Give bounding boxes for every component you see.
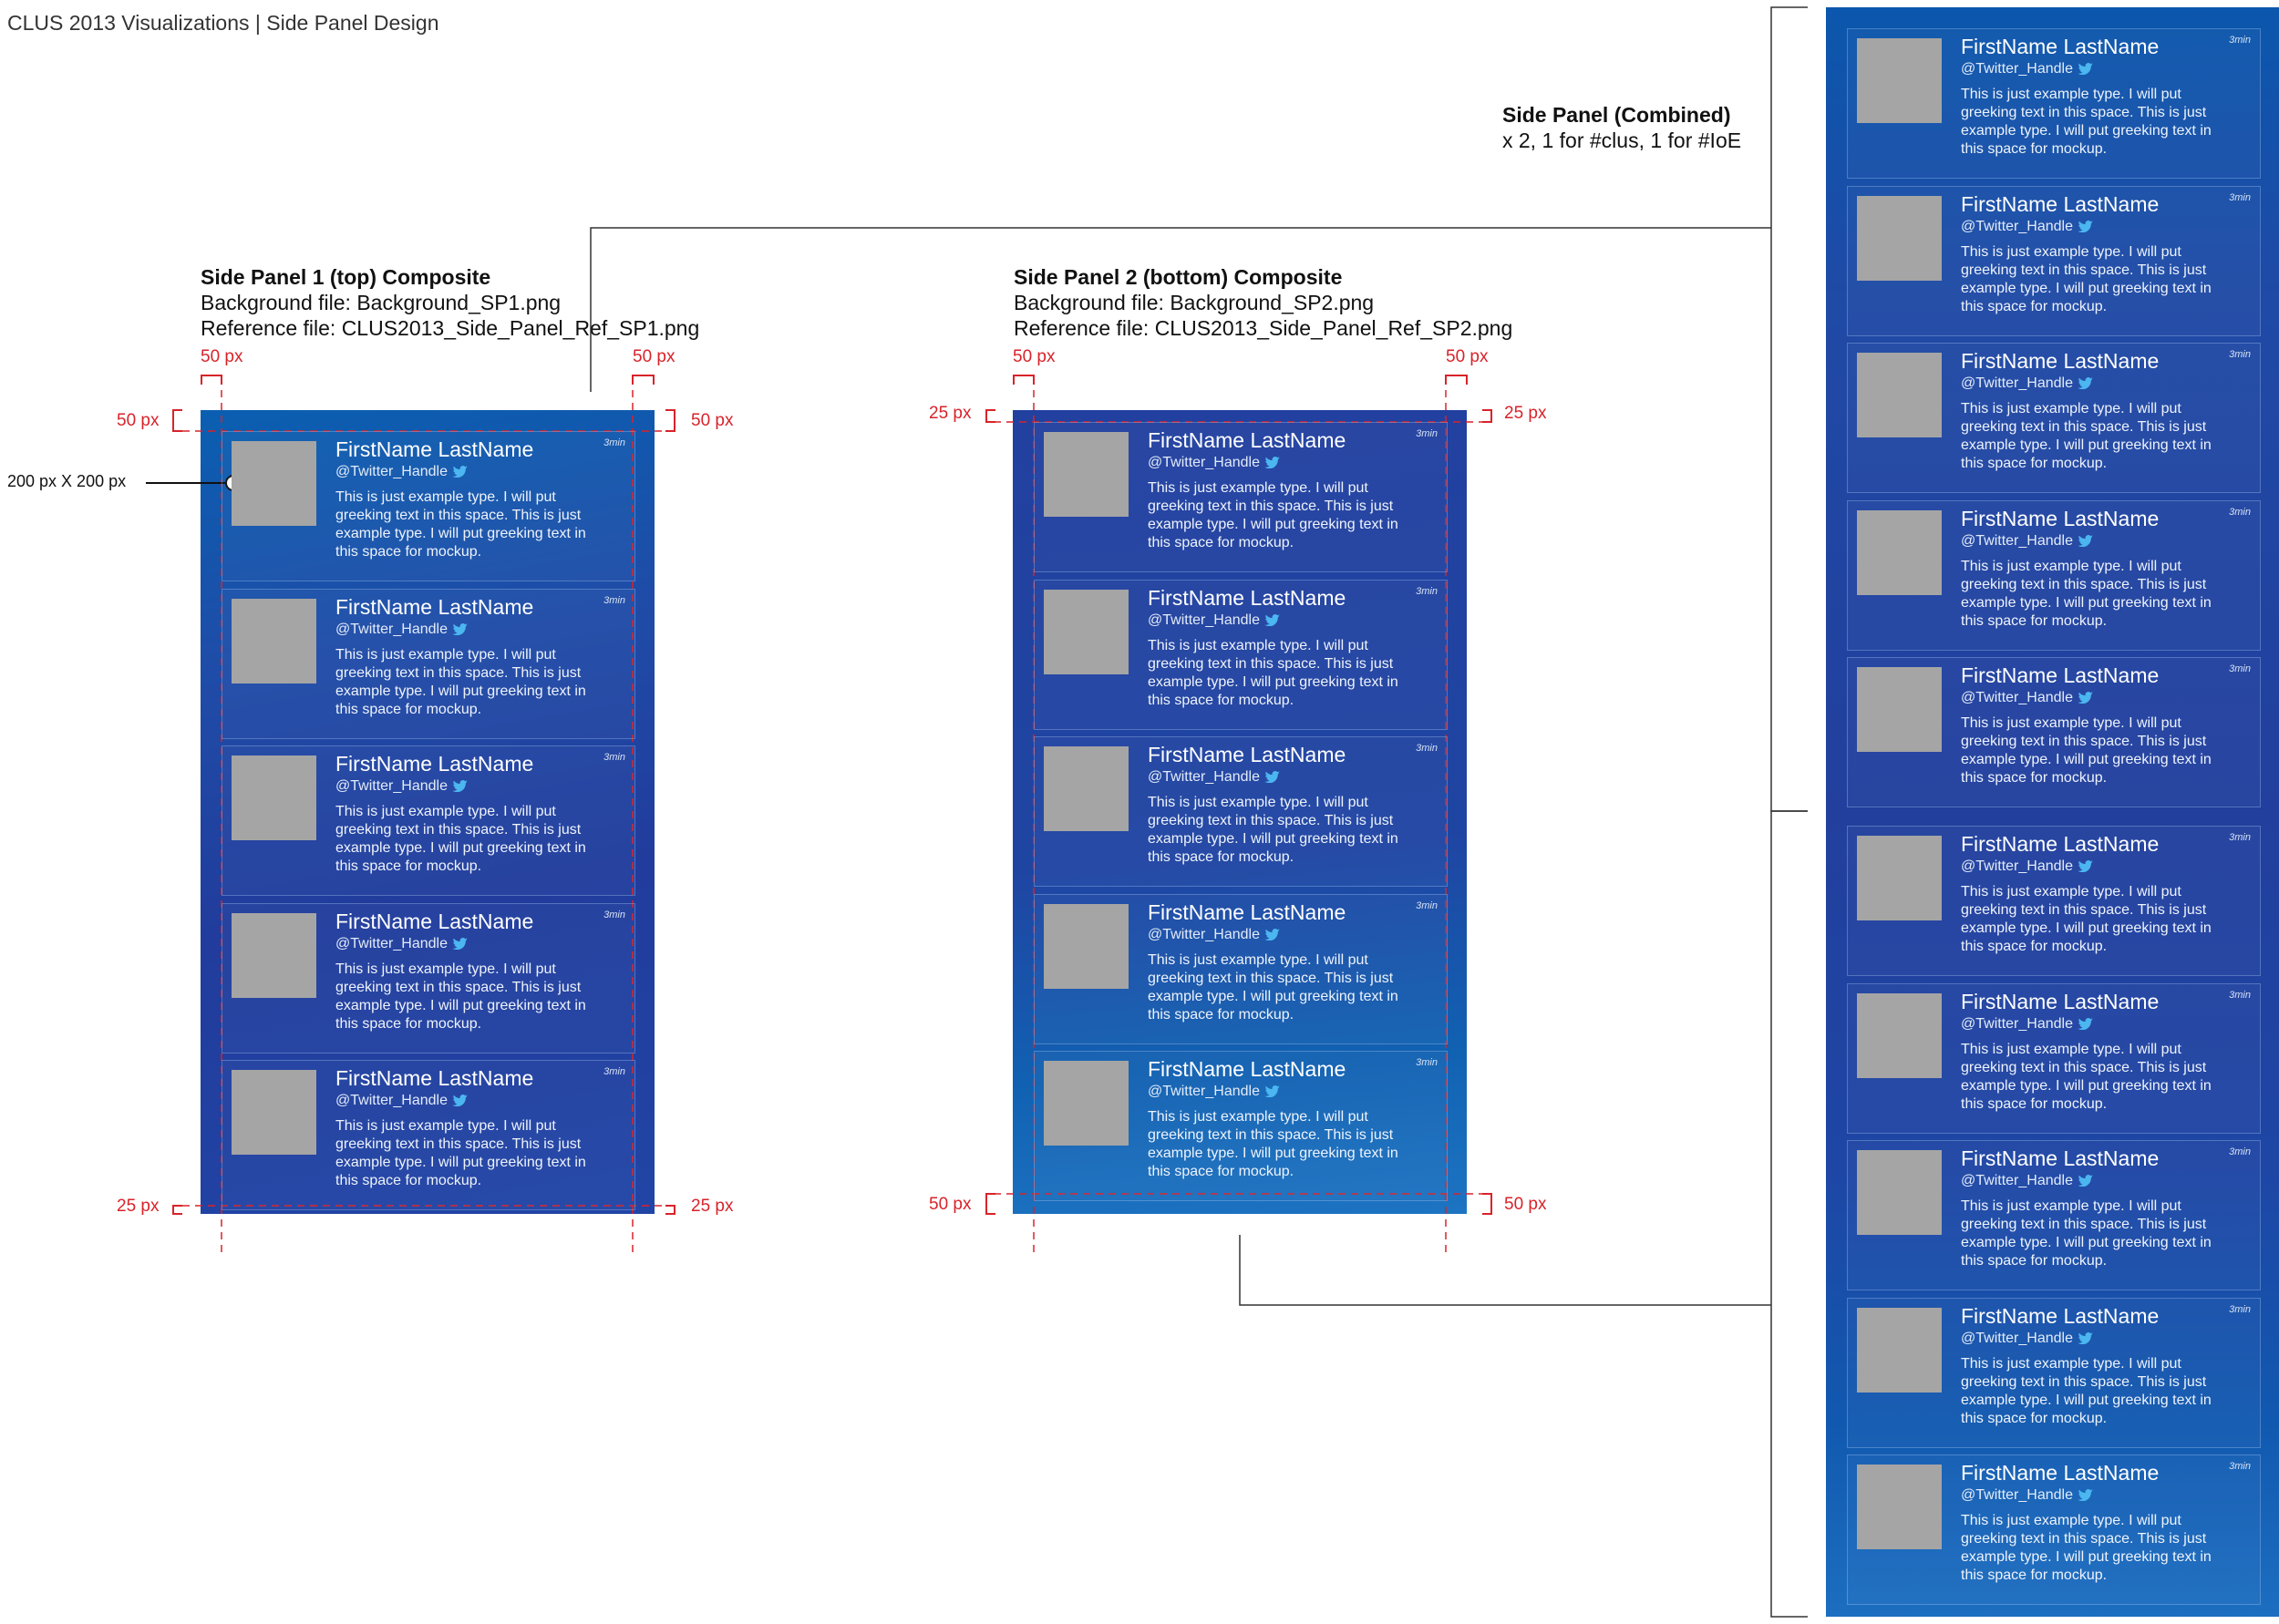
sp2-margin-left-label: 50 px <box>1013 347 1056 366</box>
tweet-handle-text: @Twitter_Handle <box>335 621 448 637</box>
combined-note: x 2, 1 for #clus, 1 for #IoE <box>1502 128 1742 152</box>
avatar <box>1857 38 1942 123</box>
avatar <box>1857 1465 1942 1549</box>
tweet-author-name: FirstName LastName <box>1148 899 1346 924</box>
tweet-card <box>222 589 635 739</box>
twitter-bird-icon <box>452 1095 469 1106</box>
tweet-text: This is just example type. I will put greeking text in this space. This is just example type. I will put greeking text in this space for mockup. <box>1961 1198 2212 1269</box>
tweet-text: This is just example type. I will put greeking text in this space. This is just example type. I will put greeking text in this space for mockup. <box>1961 1355 2212 1426</box>
avatar <box>1044 590 1129 674</box>
avatar <box>1857 196 1942 281</box>
tweet-handle-text: @Twitter_Handle <box>1148 455 1260 470</box>
tweet-time: 3min <box>603 594 625 606</box>
avatar <box>232 755 316 840</box>
tweet-handle-text: @Twitter_Handle <box>1148 926 1260 942</box>
tweet-handle <box>1961 61 2094 77</box>
twitter-bird-icon <box>1264 614 1281 626</box>
tweet-card <box>1847 983 2261 1134</box>
tweet-text: This is just example type. I will put greeking text in this space. This is just example type. I will put greeking text in this space for mockup. <box>335 489 586 560</box>
twitter-bird-icon <box>1264 771 1281 783</box>
tweet-text: This is just example type. I will put greeking text in this space. This is just example type. I will put greeking text in this space for mockup. <box>335 1118 586 1188</box>
tweet-handle-text: @Twitter_Handle <box>1961 690 2073 705</box>
tweet-author-name: FirstName LastName <box>1148 428 1346 452</box>
twitter-bird-icon <box>2078 377 2094 389</box>
tweet-author-name: FirstName LastName <box>1148 1057 1346 1081</box>
combined-title: Side Panel (Combined) <box>1502 103 1731 127</box>
tweet-handle <box>335 936 469 952</box>
page-title: CLUS 2013 Visualizations | Side Panel Design <box>7 11 439 35</box>
twitter-bird-icon <box>2078 1018 2094 1030</box>
tweet-author-name: FirstName LastName <box>335 1066 534 1090</box>
sp1-margin-right-label: 50 px <box>633 347 675 366</box>
sp1-margin-top-label-left: 50 px <box>117 411 160 430</box>
tweet-time: 3min <box>1416 899 1438 911</box>
tweet-card <box>1034 894 1448 1044</box>
avatar <box>1857 667 1942 752</box>
twitter-bird-icon <box>1264 929 1281 940</box>
tweet-handle <box>1961 375 2094 392</box>
tweet-time: 3min <box>2229 1146 2251 1157</box>
sp1-margin-top-label-right: 50 px <box>691 411 734 430</box>
tweet-card <box>1847 28 2261 179</box>
tweet-handle-text: @Twitter_Handle <box>335 1093 448 1108</box>
tweet-time: 3min <box>2229 832 2251 843</box>
tweet-time: 3min <box>1416 1057 1438 1068</box>
tweet-card <box>1034 422 1448 572</box>
tweet-handle <box>335 622 469 638</box>
tweet-card <box>1847 657 2261 807</box>
tweet-text: This is just example type. I will put greeking text in this space. This is just example type. I will put greeking text in this space for mockup. <box>1148 951 1398 1023</box>
tweet-handle <box>1961 1016 2094 1033</box>
tweet-time: 3min <box>603 1066 625 1077</box>
tweet-handle <box>1148 455 1281 471</box>
avatar <box>1857 993 1942 1078</box>
twitter-bird-icon <box>2078 1175 2094 1187</box>
avatar <box>1857 1150 1942 1235</box>
tweet-handle <box>1148 769 1281 786</box>
tweet-text: This is just example type. I will put greeking text in this space. This is just example type. I will put greeking text in this space for mockup. <box>1148 1109 1398 1179</box>
tweet-card <box>1847 1140 2261 1290</box>
tweet-time: 3min <box>603 752 625 763</box>
twitter-bird-icon <box>2078 535 2094 547</box>
tweet-handle-text: @Twitter_Handle <box>1148 1084 1260 1099</box>
tweet-handle-text: @Twitter_Handle <box>1961 1015 2073 1032</box>
tweet-time: 3min <box>2229 35 2251 46</box>
tweet-card <box>1847 186 2261 336</box>
twitter-bird-icon <box>2078 1332 2094 1344</box>
twitter-bird-icon <box>452 466 469 478</box>
avatar <box>232 441 316 526</box>
tweet-handle-text: @Twitter_Handle <box>1961 375 2073 391</box>
tweet-author-name: FirstName LastName <box>1961 1303 2160 1328</box>
tweet-time: 3min <box>2229 191 2251 203</box>
tweet-card <box>1034 580 1448 730</box>
tweet-handle-text: @Twitter_Handle <box>335 935 448 951</box>
tweet-handle <box>1961 1487 2094 1504</box>
sp2-bg-file: Background file: Background_SP2.png <box>1014 291 1375 314</box>
tweet-card <box>1847 343 2261 493</box>
tweet-text: This is just example type. I will put greeking text in this space. This is just example type. I will put greeking text in this space for mockup. <box>1148 637 1398 708</box>
tweet-time: 3min <box>1416 585 1438 597</box>
tweet-handle <box>335 1093 469 1109</box>
tweet-handle-text: @Twitter_Handle <box>1148 769 1260 785</box>
tweet-card <box>222 431 635 581</box>
avatar <box>232 599 316 684</box>
sp2-margin-bottom-label-right: 50 px <box>1504 1195 1547 1214</box>
tweet-author-name: FirstName LastName <box>335 752 534 776</box>
sp2-title: Side Panel 2 (bottom) Composite <box>1014 265 1343 289</box>
tweet-author-name: FirstName LastName <box>1961 35 2160 58</box>
avatar <box>1857 1308 1942 1393</box>
tweet-handle <box>1148 927 1281 943</box>
avatar-size-label: 200 px X 200 px <box>7 472 127 490</box>
tweet-text: This is just example type. I will put greeking text in this space. This is just example type. I will put greeking text in this space for mockup. <box>335 804 586 874</box>
tweet-author-name: FirstName LastName <box>1961 1146 2160 1170</box>
tweet-handle <box>1961 533 2094 550</box>
tweet-handle-text: @Twitter_Handle <box>1961 61 2073 77</box>
tweet-handle <box>1961 858 2094 875</box>
tweet-card <box>222 903 635 1054</box>
bracket-top <box>1771 7 1808 811</box>
tweet-time: 3min <box>1416 428 1438 439</box>
avatar <box>1044 1061 1129 1146</box>
tweet-card <box>1034 736 1448 887</box>
tweet-handle <box>1961 690 2094 706</box>
tweet-author-name: FirstName LastName <box>1148 743 1346 766</box>
tweet-author-name: FirstName LastName <box>335 437 534 461</box>
tweet-card <box>222 1060 635 1210</box>
tweet-handle <box>1148 1084 1281 1100</box>
tweet-author-name: FirstName LastName <box>1961 1461 2160 1485</box>
sp1-title: Side Panel 1 (top) Composite <box>201 265 491 289</box>
avatar <box>1857 353 1942 437</box>
tweet-card <box>1847 1454 2261 1605</box>
avatar <box>1857 836 1942 920</box>
tweet-handle-text: @Twitter_Handle <box>1961 218 2073 234</box>
tweet-handle-text: @Twitter_Handle <box>335 778 448 794</box>
tweet-time: 3min <box>603 909 625 920</box>
tweet-card <box>1847 500 2261 651</box>
tweet-author-name: FirstName LastName <box>335 594 534 619</box>
sp2-margin-top-label-left: 25 px <box>929 404 972 423</box>
sp1-margin-bottom-label-right: 25 px <box>691 1197 734 1216</box>
tweet-handle <box>335 778 469 795</box>
tweet-handle-text: @Twitter_Handle <box>335 464 448 479</box>
tweet-card <box>222 745 635 896</box>
sp1-margin-bottom-label-left: 25 px <box>117 1197 160 1216</box>
connector-sp1 <box>591 228 1771 392</box>
sp1-ref-file: Reference file: CLUS2013_Side_Panel_Ref_SP1.png <box>201 316 700 340</box>
twitter-bird-icon <box>2078 1489 2094 1501</box>
tweet-time: 3min <box>2229 506 2251 518</box>
twitter-bird-icon <box>2078 221 2094 232</box>
avatar <box>1044 432 1129 517</box>
tweet-time: 3min <box>603 437 625 448</box>
tweet-handle <box>1961 1173 2094 1189</box>
avatar <box>232 1070 316 1155</box>
avatar <box>1857 510 1942 595</box>
twitter-bird-icon <box>1264 457 1281 468</box>
tweet-handle-text: @Twitter_Handle <box>1961 858 2073 874</box>
tweet-text: This is just example type. I will put greeking text in this space. This is just example type. I will put greeking text in this space for mockup. <box>1961 1041 2212 1112</box>
tweet-text: This is just example type. I will put greeking text in this space. This is just example type. I will put greeking text in this space for mockup. <box>1148 480 1398 550</box>
tweet-card <box>1847 826 2261 976</box>
tweet-text: This is just example type. I will put greeking text in this space. This is just example type. I will put greeking text in this space for mockup. <box>1961 715 2212 786</box>
tweet-author-name: FirstName LastName <box>1961 191 2160 216</box>
tweet-text: This is just example type. I will put greeking text in this space. This is just example type. I will put greeking text in this space for mockup. <box>1961 87 2212 157</box>
tweet-author-name: FirstName LastName <box>1961 989 2160 1013</box>
twitter-bird-icon <box>452 623 469 635</box>
tweet-text: This is just example type. I will put greeking text in this space. This is just example type. I will put greeking text in this space for mockup. <box>335 961 586 1032</box>
avatar <box>1044 904 1129 989</box>
sp2-margin-top-label-right: 25 px <box>1504 404 1547 423</box>
sp2-margin-right-label: 50 px <box>1446 347 1489 366</box>
sp1-bg-file: Background file: Background_SP1.png <box>201 291 562 314</box>
twitter-bird-icon <box>2078 860 2094 872</box>
sp1-margin-left-label: 50 px <box>201 347 243 366</box>
tweet-text: This is just example type. I will put greeking text in this space. This is just example type. I will put greeking text in this space for mockup. <box>335 646 586 717</box>
tweet-handle-text: @Twitter_Handle <box>1961 1330 2073 1346</box>
twitter-bird-icon <box>452 938 469 950</box>
tweet-author-name: FirstName LastName <box>1961 506 2160 530</box>
twitter-bird-icon <box>2078 63 2094 75</box>
tweet-handle <box>1961 1331 2094 1347</box>
connector-sp2 <box>1240 1235 1771 1305</box>
tweet-author-name: FirstName LastName <box>1961 832 2160 856</box>
tweet-time: 3min <box>2229 349 2251 360</box>
tweet-author-name: FirstName LastName <box>1961 663 2160 687</box>
tweet-handle <box>1961 219 2094 235</box>
tweet-text: This is just example type. I will put greeking text in this space. This is just example type. I will put greeking text in this space for mockup. <box>1961 884 2212 954</box>
tweet-time: 3min <box>2229 1303 2251 1315</box>
tweet-card <box>1034 1051 1448 1201</box>
tweet-text: This is just example type. I will put greeking text in this space. This is just example type. I will put greeking text in this space for mockup. <box>1148 795 1398 865</box>
avatar <box>232 913 316 998</box>
tweet-handle <box>335 464 469 480</box>
bracket-bottom <box>1771 811 1808 1617</box>
avatar <box>1044 746 1129 831</box>
tweet-time: 3min <box>2229 663 2251 674</box>
tweet-time: 3min <box>2229 1461 2251 1472</box>
tweet-handle-text: @Twitter_Handle <box>1961 1487 2073 1503</box>
twitter-bird-icon <box>1264 1085 1281 1097</box>
twitter-bird-icon <box>452 780 469 792</box>
tweet-handle-text: @Twitter_Handle <box>1961 1173 2073 1188</box>
tweet-text: This is just example type. I will put greeking text in this space. This is just example type. I will put greeking text in this space for mockup. <box>1961 558 2212 629</box>
tweet-author-name: FirstName LastName <box>335 909 534 933</box>
tweet-text: This is just example type. I will put greeking text in this space. This is just example type. I will put greeking text in this space for mockup. <box>1961 1513 2212 1583</box>
tweet-text: This is just example type. I will put greeking text in this space. This is just example type. I will put greeking text in this space for mockup. <box>1961 243 2212 314</box>
tweet-time: 3min <box>1416 743 1438 754</box>
tweet-author-name: FirstName LastName <box>1148 585 1346 610</box>
sp2-ref-file: Reference file: CLUS2013_Side_Panel_Ref_SP2.png <box>1014 316 1513 340</box>
tweet-handle-text: @Twitter_Handle <box>1961 532 2073 549</box>
tweet-text: This is just example type. I will put greeking text in this space. This is just example type. I will put greeking text in this space for mockup. <box>1961 401 2212 471</box>
tweet-card <box>1847 1298 2261 1448</box>
tweet-time: 3min <box>2229 989 2251 1001</box>
sp2-margin-bottom-label-left: 50 px <box>929 1195 972 1214</box>
tweet-author-name: FirstName LastName <box>1961 349 2160 373</box>
tweet-handle <box>1148 612 1281 629</box>
twitter-bird-icon <box>2078 692 2094 704</box>
tweet-handle-text: @Twitter_Handle <box>1148 612 1260 628</box>
